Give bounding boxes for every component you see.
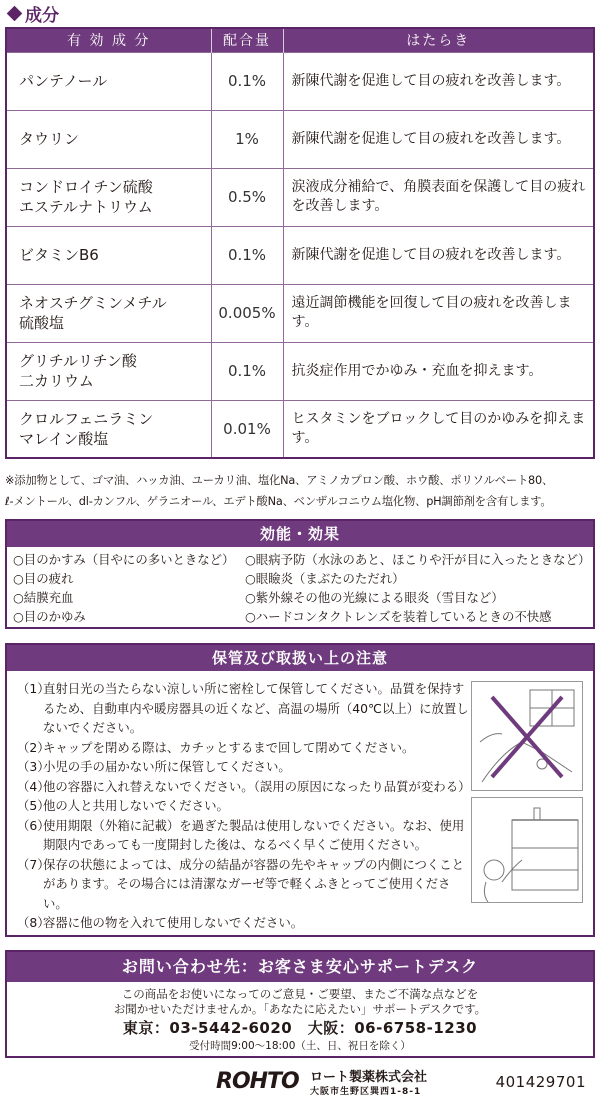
product-code: 401429701: [495, 1073, 586, 1091]
ingredient-effect: ヒスタミンをブロックして目のかゆみを抑えます。: [283, 400, 594, 458]
contact-line-1: この商品をお使いになってのご意見・ご要望、またご不満な点などを: [121, 987, 479, 1001]
ingredient-amount: 1%: [211, 110, 283, 168]
efficacy-item: ○目のかすみ（目やにの多いときなど）: [13, 552, 235, 567]
child-reaching-shelf-icon: [472, 798, 582, 902]
efficacy-item: ○目のかゆみ: [13, 609, 86, 624]
ingredient-effect: 新陳代謝を促進して目の疲れを改善します。: [283, 226, 594, 284]
ingredient-effect: 遠近調節機能を回復して目の疲れを改善します。: [283, 284, 594, 342]
section-heading: [6, 2, 59, 24]
item-text: キャップを閉める際は、カチッとするまで回して閉めてください。: [43, 739, 415, 755]
table-row: [6, 168, 594, 226]
item-text: 他の人と共用しないでください。: [43, 798, 229, 813]
item-number: （2）: [17, 739, 50, 755]
footnote-line-1: ※添加物として、ゴマ油、ハッカ油、ユーカリ油、塩化Na、アミノカプロン酸、ホウ酸、ポリソルベート80、: [5, 474, 554, 487]
list-item: [17, 777, 469, 797]
ingredient-amount: 0.1%: [211, 342, 283, 400]
list-item: [17, 757, 469, 777]
list-item: [17, 679, 469, 738]
table-row: [6, 284, 594, 342]
item-number: （7）: [17, 856, 50, 872]
storage-box: [5, 643, 595, 937]
company-address: 大阪市生野区巽西1-8-1: [310, 1087, 422, 1097]
item-text: 使用期限（外箱に記載）を過ぎた製品は使用しないでください。なお、使用期限内であっても一度開封した後は、なるべく早くご使用ください。: [43, 817, 465, 852]
item-text: 他の容器に入れ替えないでください。（誤用の原因になったり品質が変わる）: [43, 778, 471, 794]
contact-phones[interactable]: 東京：03-5442-6020 大阪：06-6758-1230: [122, 1019, 478, 1037]
efficacy-item: ○眼瞼炎（まぶたのただれ）: [245, 571, 405, 586]
efficacy-item: ○眼病予防（水泳のあと、ほこりや汗が目に入ったときなど）: [245, 552, 591, 567]
company-name: ロート製薬株式会社: [310, 1070, 428, 1085]
table-row: [6, 52, 594, 110]
item-text: 小児の手の届かない所に保管してください。: [43, 759, 291, 774]
list-item: [17, 816, 469, 855]
list-item: [17, 796, 469, 816]
section-title: 成分: [25, 5, 59, 26]
no-hot-car-illustration: [471, 681, 583, 791]
ingredient-name: グリチルリチン酸 二カリウム: [6, 342, 211, 400]
contact-title: お問い合わせ先：お客さま安心サポートデスク: [7, 952, 593, 982]
company-logo: ROHTO: [216, 1069, 299, 1094]
keep-from-children-illustration: [471, 797, 583, 903]
ingredient-effect: 抗炎症作用でかゆみ・充血を抑えます。: [283, 342, 594, 400]
ingredient-effect: 新陳代謝を促進して目の疲れを改善します。: [283, 52, 594, 110]
table-row: [6, 226, 594, 284]
ingredient-name: タウリン: [6, 110, 211, 168]
item-number: （6）: [17, 817, 50, 833]
efficacy-item: ○目の疲れ: [13, 571, 74, 586]
table-header-row: [6, 28, 594, 52]
ingredient-amount: 0.005%: [211, 284, 283, 342]
table-row: [6, 110, 594, 168]
contact-line-2: お聞かせいただけませんか。「あなたに応えたい」サポートデスクです。: [113, 1002, 487, 1016]
item-text: 保存の状態によっては、成分の結晶が容器の先やキャップの内側につくことがあります。その場合には清潔なガーゼ等で軽くふきとってご使用ください。: [43, 856, 465, 911]
contact-hours: 受付時間9:00〜18:00（土、日、祝日を除く）: [189, 1040, 411, 1052]
list-item: [17, 738, 469, 758]
header-effect: はたらき: [283, 28, 594, 52]
efficacy-item: ○紫外線その他の光線による眼炎（雪目など）: [245, 590, 504, 605]
table-row: [6, 400, 594, 458]
table-row: [6, 342, 594, 400]
ingredient-table: [5, 27, 595, 459]
ingredient-amount: 0.5%: [211, 168, 283, 226]
ingredient-amount: 0.01%: [211, 400, 283, 458]
contact-description: [7, 987, 593, 1017]
header-ingredient: 有 効 成 分: [6, 28, 211, 52]
efficacy-item: ○結膜充血: [13, 590, 74, 605]
contact-box: [5, 950, 595, 1058]
storage-list: [17, 679, 469, 933]
header-amount: 配合量: [211, 28, 283, 52]
ingredient-amount: 0.1%: [211, 52, 283, 110]
efficacy-title: 効能・効果: [7, 521, 593, 547]
ingredient-name: ビタミンB6: [6, 226, 211, 284]
item-number: （4）: [17, 778, 50, 794]
efficacy-item: ○ハードコンタクトレンズを装着しているときの不快感: [245, 609, 552, 624]
list-item: [17, 855, 469, 914]
diamond-icon: [7, 5, 23, 21]
efficacy-list: [7, 547, 593, 626]
item-number: （5）: [17, 798, 50, 813]
footer: [0, 1063, 600, 1100]
item-text: 直射日光の当たらない涼しい所に密栓して保管してください。品質を保持するため、自動車内や暖房器具の近くなど、高温の場所（40℃以上）に放置しないでください。: [43, 681, 469, 735]
item-text: 容器に他の物を入れて使用しないでください。: [43, 915, 304, 930]
item-number: （8）: [17, 915, 50, 930]
item-number: （3）: [17, 759, 50, 774]
car-window-illustration-icon: [472, 682, 582, 790]
list-item: [17, 913, 469, 933]
ingredient-name: パンテノール: [6, 52, 211, 110]
ingredient-amount: 0.1%: [211, 226, 283, 284]
footnote-line-2: ℓ-メントール、dl-カンフル、ゲラニオール、エデト酸Na、ベンザルコニウム塩化物、pH調節剤を含有します。: [5, 495, 552, 508]
additives-footnote: [5, 470, 597, 512]
ingredient-name: クロルフェニラミン マレイン酸塩: [6, 400, 211, 458]
item-number: （1）: [17, 681, 50, 696]
ingredient-name: ネオスチグミンメチル 硫酸塩: [6, 284, 211, 342]
efficacy-box: [5, 519, 595, 629]
ingredient-effect: 涙液成分補給で、角膜表面を保護して目の疲れを改善します。: [283, 168, 594, 226]
ingredient-name: コンドロイチン硫酸 エステルナトリウム: [6, 168, 211, 226]
storage-title: 保管及び取扱い上の注意: [7, 645, 593, 671]
ingredient-effect: 新陳代謝を促進して目の疲れを改善します。: [283, 110, 594, 168]
